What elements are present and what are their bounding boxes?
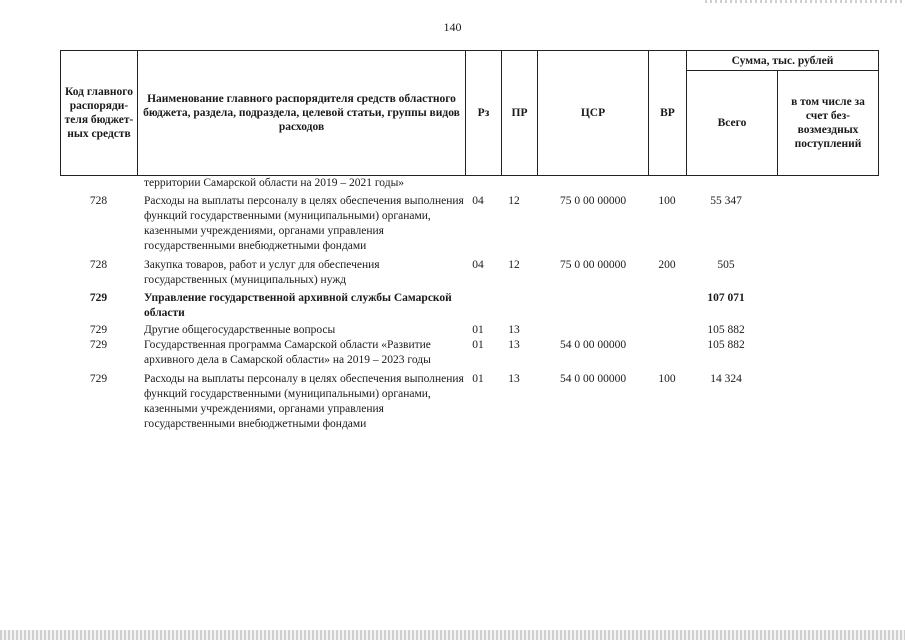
cell-name: Закупка товаров, работ и услуг для обеспечения государственных (муниципальных) нужд bbox=[144, 259, 380, 286]
cell-vsego: 505 bbox=[717, 259, 735, 271]
cell-vr: 100 bbox=[658, 195, 676, 207]
scan-edge-bottom bbox=[0, 630, 905, 640]
cell-csr: 75 0 00 00000 bbox=[559, 259, 627, 271]
cell-rz: 01 bbox=[472, 324, 484, 336]
cell-kod: 729 bbox=[89, 339, 108, 351]
table-row bbox=[60, 338, 878, 368]
cell-pr: 12 bbox=[508, 259, 520, 271]
table-row bbox=[60, 372, 878, 432]
cell-rz: 04 bbox=[472, 259, 484, 271]
table-row bbox=[60, 291, 878, 321]
cell-vsego: 105 882 bbox=[707, 324, 745, 336]
cell-pr: 13 bbox=[508, 373, 520, 385]
header-name: Наименование главного распорядителя средств областного бюджета, раздела, подраздела, целевой статьи, группы видов расходов bbox=[138, 51, 466, 176]
cell-name: Государственная программа Самарской области «Развитие архивного дела в Самарской области» на 2019 – 2023 годы bbox=[144, 339, 431, 366]
page-number: 140 bbox=[443, 20, 462, 34]
cell-vsego: 107 071 bbox=[707, 292, 745, 304]
cell-kod: 729 bbox=[89, 324, 108, 336]
cell-kod: 729 bbox=[89, 373, 108, 385]
cell-vr: 100 bbox=[658, 373, 676, 385]
cell-name: территории Самарской области на 2019 – 2021 годы» bbox=[144, 177, 405, 189]
cell-rz: 01 bbox=[472, 339, 484, 351]
cell-rz: 04 bbox=[472, 195, 484, 207]
header-kod: Код главного распоряди-теля бюджет-ных средств bbox=[61, 51, 138, 176]
cell-vsego: 55 347 bbox=[710, 195, 742, 207]
cell-kod: 729 bbox=[89, 292, 108, 304]
cell-pr: 13 bbox=[508, 339, 520, 351]
cell-pr: 13 bbox=[508, 324, 520, 336]
header-pr: ПР bbox=[502, 51, 538, 176]
header-sum: Сумма, тыс. рублей bbox=[687, 51, 879, 71]
table-row bbox=[60, 194, 878, 254]
table-row bbox=[60, 323, 878, 338]
header-vtom: в том числе за счет без-возмездных поступлений bbox=[778, 71, 879, 176]
header-csr: ЦСР bbox=[538, 51, 649, 176]
cell-csr: 54 0 00 00000 bbox=[559, 339, 627, 351]
cell-name: Расходы на выплаты персоналу в целях обеспечения выполнения функций государственными (муниципальными) органами, казенными учреждениями, органами управления государственными внебюджетными фондами bbox=[144, 195, 464, 252]
cell-name: Расходы на выплаты персоналу в целях обеспечения выполнения функций государственными (муниципальными) органами, казенными учреждениями, органами управления государственными внебюджетными фондами bbox=[144, 373, 464, 430]
table-row bbox=[60, 176, 878, 191]
cell-rz: 01 bbox=[472, 373, 484, 385]
table-body bbox=[60, 176, 878, 432]
header-vr: ВР bbox=[649, 51, 687, 176]
cell-csr: 75 0 00 00000 bbox=[559, 195, 627, 207]
cell-vr: 200 bbox=[658, 259, 676, 271]
cell-kod: 728 bbox=[89, 259, 108, 271]
table-row bbox=[60, 258, 878, 288]
cell-name: Управление государственной архивной службы Самарской области bbox=[144, 292, 452, 319]
scan-edge-top bbox=[705, 0, 905, 3]
cell-csr: 54 0 00 00000 bbox=[559, 373, 627, 385]
header-rz: Рз bbox=[466, 51, 502, 176]
table-header bbox=[60, 50, 879, 176]
cell-vsego: 105 882 bbox=[707, 339, 745, 351]
cell-name: Другие общегосударственные вопросы bbox=[144, 324, 336, 336]
cell-pr: 12 bbox=[508, 195, 520, 207]
cell-kod: 728 bbox=[89, 195, 108, 207]
cell-vsego: 14 324 bbox=[710, 373, 742, 385]
header-vsego: Всего bbox=[687, 71, 778, 176]
